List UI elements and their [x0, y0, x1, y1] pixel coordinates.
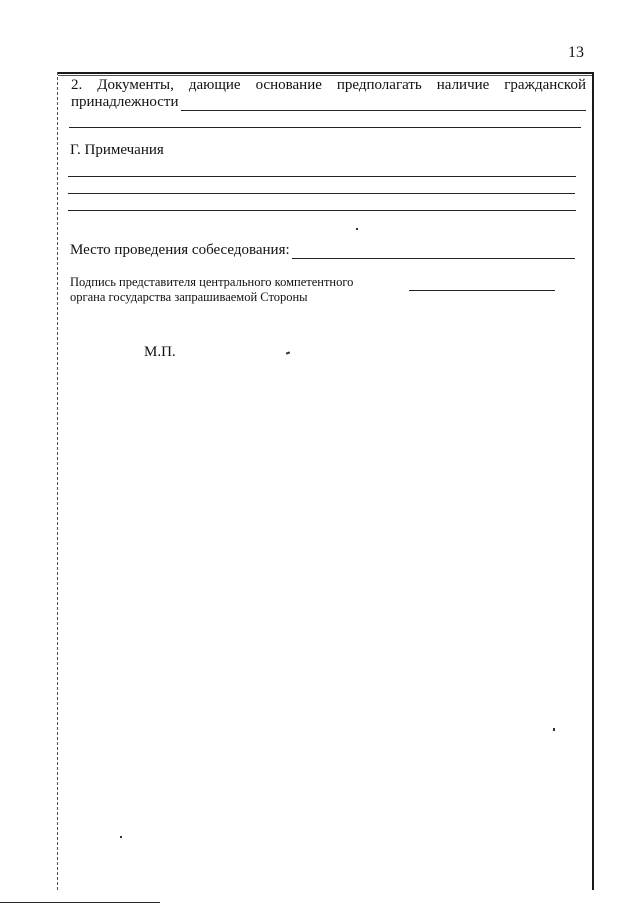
documents-section-number: 2. [71, 77, 83, 93]
documents-fill-line[interactable] [69, 127, 581, 128]
documents-heading-word: гражданской [504, 77, 586, 93]
signature-caption-line: Подпись представителя центрального компетентного [70, 275, 354, 289]
notes-fill-line[interactable] [68, 176, 576, 177]
frame-top-inner-border [58, 75, 593, 76]
interview-place-row [70, 242, 575, 259]
frame-top-border [58, 72, 593, 74]
signature-caption-line: органа государства запрашиваемой Стороны [70, 290, 308, 304]
notes-fill-line[interactable] [68, 210, 576, 211]
interview-place-label: Место проведения собеседования: [70, 242, 290, 258]
footnote-rule [0, 902, 160, 903]
documents-section-heading [71, 77, 586, 94]
interview-place-fill-line[interactable] [292, 242, 575, 259]
signature-caption [70, 275, 400, 305]
documents-heading-word: Документы, [97, 77, 174, 93]
scan-speck [553, 728, 555, 731]
signature-fill-line[interactable] [409, 290, 555, 291]
scan-speck [286, 351, 290, 354]
notes-heading: Г. Примечания [70, 142, 164, 158]
scan-speck [120, 836, 122, 838]
page-number: 13 [568, 44, 584, 61]
scan-speck [356, 228, 358, 230]
notes-fill-line[interactable] [68, 193, 575, 194]
frame-left-border [57, 72, 58, 890]
documents-heading-word: основание [255, 77, 322, 93]
stamp-label: М.П. [144, 344, 176, 360]
frame-right-border [592, 72, 594, 890]
documents-heading-word: предполагать [336, 77, 422, 93]
documents-section [71, 77, 586, 111]
documents-heading-continuation: принадлежности [71, 94, 179, 110]
documents-fill-line[interactable] [181, 96, 586, 111]
documents-heading-word: дающие [188, 77, 241, 93]
documents-heading-word: наличие [436, 77, 490, 93]
documents-section-continuation-row [71, 94, 586, 111]
